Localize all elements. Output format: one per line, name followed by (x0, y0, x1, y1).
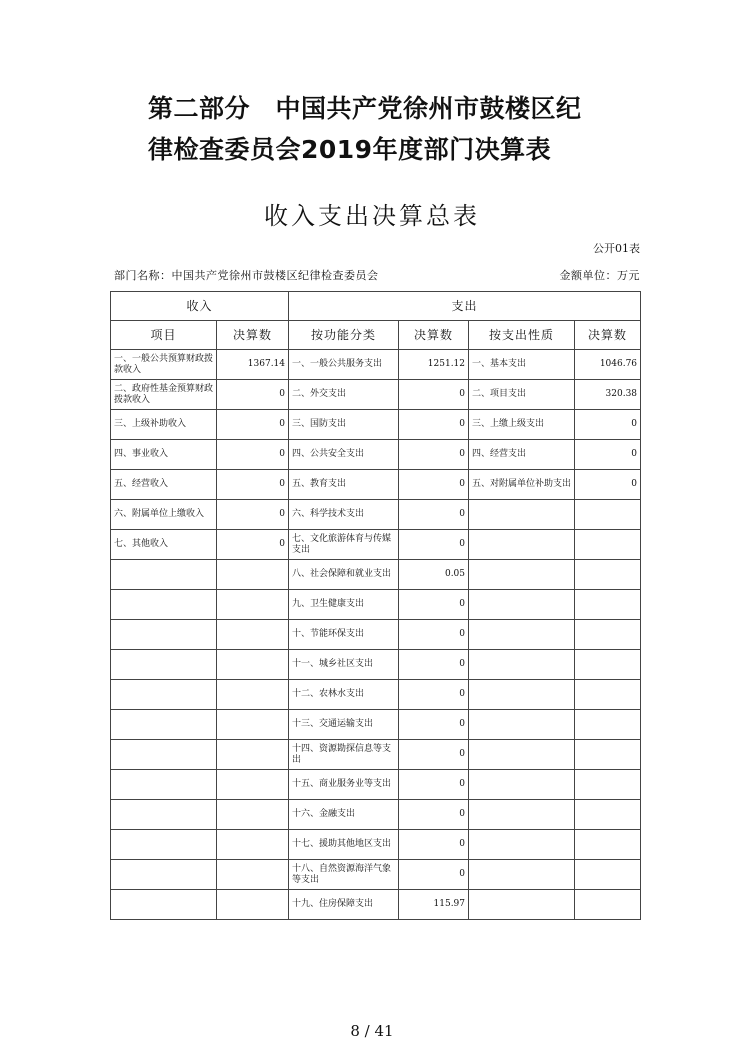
income-item-cell (111, 890, 217, 920)
table-row (111, 440, 641, 470)
income-amount-cell: 0 (217, 440, 289, 470)
income-item-cell (111, 680, 217, 710)
nature-item-cell (469, 620, 575, 650)
function-item-cell: 十六、金融支出 (289, 800, 399, 830)
function-amount-cell: 0 (399, 770, 469, 800)
nature-amount-cell: 320.38 (575, 380, 641, 410)
table-row (111, 350, 641, 380)
income-item-cell (111, 860, 217, 890)
nature-item-cell (469, 740, 575, 770)
income-amount-cell (217, 560, 289, 590)
nature-item-cell (469, 710, 575, 740)
income-item-cell: 三、上级补助收入 (111, 410, 217, 440)
form-number: 公开01表 (593, 242, 640, 255)
table-row (111, 620, 641, 650)
function-item-cell: 四、公共安全支出 (289, 440, 399, 470)
nature-item-cell (469, 800, 575, 830)
income-item-cell: 一、一般公共预算财政拨款收入 (111, 350, 217, 380)
heading-line-1: 第二部分 中国共产党徐州市鼓楼区纪 (148, 94, 582, 123)
function-item-cell: 九、卫生健康支出 (289, 590, 399, 620)
function-item-cell: 十四、资源勘探信息等支出 (289, 740, 399, 770)
nature-item-cell (469, 830, 575, 860)
table-row (111, 560, 641, 590)
function-amount-cell: 0 (399, 590, 469, 620)
income-item-cell (111, 830, 217, 860)
nature-item-cell: 四、经营支出 (469, 440, 575, 470)
income-item-cell: 四、事业收入 (111, 440, 217, 470)
function-item-cell: 三、国防支出 (289, 410, 399, 440)
table-row (111, 470, 641, 500)
nature-item-cell (469, 500, 575, 530)
function-amount-cell: 0 (399, 530, 469, 560)
document-heading (148, 88, 668, 170)
nature-item-cell (469, 860, 575, 890)
function-item-cell: 十七、援助其他地区支出 (289, 830, 399, 860)
table-row (111, 710, 641, 740)
function-item-cell: 十三、交通运输支出 (289, 710, 399, 740)
income-amount-cell (217, 590, 289, 620)
nature-item-cell: 三、上缴上级支出 (469, 410, 575, 440)
income-amount-cell: 0 (217, 470, 289, 500)
nature-class-header: 按支出性质 (469, 321, 575, 350)
function-amount-cell: 0 (399, 710, 469, 740)
nature-amount-cell (575, 800, 641, 830)
table-row (111, 530, 641, 560)
nature-amount-cell (575, 890, 641, 920)
table-row (111, 860, 641, 890)
function-item-cell: 六、科学技术支出 (289, 500, 399, 530)
function-amount-cell: 0 (399, 830, 469, 860)
page-number: 8 / 41 (350, 1022, 394, 1040)
nature-amount-cell: 0 (575, 440, 641, 470)
nature-amount-cell: 0 (575, 410, 641, 440)
income-item-cell (111, 800, 217, 830)
income-item-cell: 二、政府性基金预算财政拨款收入 (111, 380, 217, 410)
function-amount-cell: 0 (399, 650, 469, 680)
income-item-cell (111, 770, 217, 800)
table-row (111, 770, 641, 800)
income-amount-cell: 1367.14 (217, 350, 289, 380)
function-amount-cell: 0 (399, 440, 469, 470)
nature-item-cell: 二、项目支出 (469, 380, 575, 410)
income-amount-cell (217, 830, 289, 860)
nature-amount-cell (575, 740, 641, 770)
function-amount-cell: 0 (399, 680, 469, 710)
table-row (111, 650, 641, 680)
income-amount-cell (217, 680, 289, 710)
heading-line-2: 律检查委员会2019年度部门决算表 (148, 135, 552, 164)
income-amount-cell (217, 860, 289, 890)
amount-header-1: 决算数 (217, 321, 289, 350)
nature-amount-cell (575, 770, 641, 800)
function-amount-cell: 0 (399, 380, 469, 410)
function-item-cell: 十、节能环保支出 (289, 620, 399, 650)
income-amount-cell (217, 620, 289, 650)
income-amount-cell: 0 (217, 500, 289, 530)
table-row (111, 890, 641, 920)
table-row (111, 500, 641, 530)
nature-amount-cell (575, 680, 641, 710)
function-item-cell: 五、教育支出 (289, 470, 399, 500)
nature-item-cell: 一、基本支出 (469, 350, 575, 380)
income-expense-summary-table (110, 291, 641, 920)
item-header: 项目 (111, 321, 217, 350)
function-amount-cell: 0 (399, 410, 469, 440)
nature-item-cell (469, 530, 575, 560)
income-amount-cell: 0 (217, 410, 289, 440)
nature-item-cell (469, 770, 575, 800)
function-item-cell: 七、文化旅游体育与传媒支出 (289, 530, 399, 560)
function-amount-cell: 0 (399, 800, 469, 830)
nature-amount-cell (575, 620, 641, 650)
income-header: 收入 (111, 292, 289, 321)
nature-amount-cell (575, 530, 641, 560)
header-row-sections (111, 292, 641, 321)
nature-amount-cell: 1046.76 (575, 350, 641, 380)
function-amount-cell: 0 (399, 620, 469, 650)
amount-header-3: 决算数 (575, 321, 641, 350)
income-item-cell (111, 710, 217, 740)
table-row (111, 800, 641, 830)
function-item-cell: 八、社会保障和就业支出 (289, 560, 399, 590)
income-item-cell (111, 740, 217, 770)
function-amount-cell: 115.97 (399, 890, 469, 920)
income-amount-cell (217, 650, 289, 680)
nature-amount-cell (575, 710, 641, 740)
table-row (111, 740, 641, 770)
expense-header: 支出 (289, 292, 641, 321)
header-row-columns (111, 321, 641, 350)
income-item-cell: 六、附属单位上缴收入 (111, 500, 217, 530)
nature-amount-cell (575, 860, 641, 890)
nature-amount-cell (575, 590, 641, 620)
income-item-cell (111, 560, 217, 590)
function-item-cell: 十八、自然资源海洋气象等支出 (289, 860, 399, 890)
function-amount-cell: 0 (399, 860, 469, 890)
income-amount-cell: 0 (217, 530, 289, 560)
nature-amount-cell (575, 560, 641, 590)
function-item-cell: 十五、商业服务业等支出 (289, 770, 399, 800)
nature-item-cell (469, 650, 575, 680)
function-item-cell: 十二、农林水支出 (289, 680, 399, 710)
table-title: 收入支出决算总表 (264, 202, 480, 230)
nature-item-cell (469, 560, 575, 590)
income-amount-cell (217, 710, 289, 740)
function-amount-cell: 0 (399, 740, 469, 770)
income-amount-cell (217, 740, 289, 770)
amount-header-2: 决算数 (399, 321, 469, 350)
nature-amount-cell (575, 650, 641, 680)
table-row (111, 680, 641, 710)
function-item-cell: 一、一般公共服务支出 (289, 350, 399, 380)
unit-label: 金额单位：万元 (559, 269, 640, 282)
nature-item-cell (469, 590, 575, 620)
table-row (111, 380, 641, 410)
table-row (111, 590, 641, 620)
function-item-cell: 十九、住房保障支出 (289, 890, 399, 920)
function-amount-cell: 0 (399, 470, 469, 500)
income-amount-cell: 0 (217, 380, 289, 410)
income-item-cell (111, 650, 217, 680)
income-item-cell (111, 590, 217, 620)
table-row (111, 410, 641, 440)
income-amount-cell (217, 770, 289, 800)
function-item-cell: 十一、城乡社区支出 (289, 650, 399, 680)
department-label: 部门名称：中国共产党徐州市鼓楼区纪律检查委员会 (114, 269, 379, 282)
nature-item-cell (469, 890, 575, 920)
table-row (111, 830, 641, 860)
function-amount-cell: 0.05 (399, 560, 469, 590)
income-amount-cell (217, 800, 289, 830)
income-amount-cell (217, 890, 289, 920)
nature-amount-cell (575, 500, 641, 530)
income-item-cell: 五、经营收入 (111, 470, 217, 500)
function-amount-cell: 0 (399, 500, 469, 530)
income-item-cell: 七、其他收入 (111, 530, 217, 560)
income-item-cell (111, 620, 217, 650)
nature-amount-cell (575, 830, 641, 860)
function-amount-cell: 1251.12 (399, 350, 469, 380)
nature-item-cell (469, 680, 575, 710)
nature-item-cell: 五、对附属单位补助支出 (469, 470, 575, 500)
function-class-header: 按功能分类 (289, 321, 399, 350)
nature-amount-cell: 0 (575, 470, 641, 500)
function-item-cell: 二、外交支出 (289, 380, 399, 410)
